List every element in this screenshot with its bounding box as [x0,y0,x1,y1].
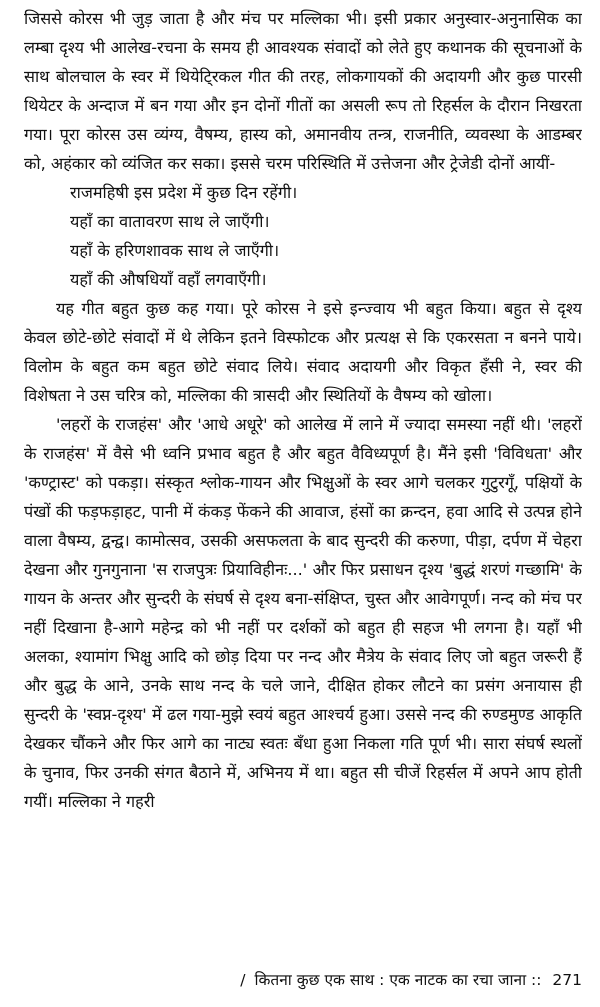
page-footer [222,966,582,994]
paragraph-lahron-ke-rajhans: 'लहरों के राजहंस' और 'आधे अधूरे' को आलेख में लाने में ज्यादा समस्या नहीं थी। 'लहरों के राजहंस' में वैसे भी ध्वनि प्रभाव बहुत है और बहुत वैविध्यपूर्ण है। मैंने इसी 'विविधता' और 'कण्ट्रास्ट' को पकड़ा। संस्कृत श्लोक-गायन और भिक्षुओं के स्वर आगे चलकर गुटुरगूँ, पक्षियों के पंखों की फड़फड़ाहट, पानी में कंकड़ फेंकने की आवाज, हंसों का क्रन्दन, हवा आदि से उत्पन्न होने वाला वैषम्य, द्वन्द्व। कामोत्सव, उसकी असफलता के बाद सुन्दरी की करुणा, पीड़ा, दर्पण में चेहरा देखना और गुनगुनाना 'स राजपुत्रः प्रियाविहीनः...' और फिर प्रसाधन दृश्य 'बुद्धं शरणं गच्छामि' के गायन के अन्तर और सुन्दरी के संघर्ष से दृश्य बना-संक्षिप्त, चुस्त और आवेगपूर्ण। नन्द को मंच पर नहीं दिखाना है-आगे महेन्द्र को भी नहीं पर दर्शकों को बहुत ही सहज भी लगना है। यहाँ भी अलका, श्यामांग भिक्षु आदि को छोड़ दिया पर नन्द और मैत्रेय के संवाद लिए जो बहुत जरूरी हैं और बुद्ध के आने, उनके साथ नन्द के चले जाने, दीक्षित होकर लौटने का प्रसंग अनायास ही सुन्दरी के 'स्वप्न-दृश्य' में ढल गया-मुझे स्वयं बहुत आश्चर्य हुआ। उससे नन्द की रुण्डमुण्ड आकृति देखकर चौंकने और फिर आगे का नाट्य स्वतः बँधा हुआ निकला गति पूर्ण भी। सारा संघर्ष स्थलों के चुनाव, फिर उनकी संगत बैठाने में, अभिनय में था। बहुत सी चीजें रिहर्सल में अपने आप होती गयीं। मल्लिका ने गहरी [24,415,582,811]
song-excerpt [24,178,582,294]
page-body [24,4,582,964]
song-line-1: राजमहिषी इस प्रदेश में कुछ दिन रहेंगी। [70,183,298,202]
page-number: 271 [552,971,582,989]
paragraph-song-effect: यह गीत बहुत कुछ कह गया। पूरे कोरस ने इसे इन्ज्वाय भी बहुत किया। बहुत से दृश्य केवल छोटे-छोटे संवादों में थे लेकिन इतने विस्फोटक और प्रत्यक्ष से कि एकरसता न बनने पाये। विलोम के बहुत कम बहुत छोटे संवाद लिये। संवाद अदायगी और विकृत हँसी ने, स्वर की विशेषता ने उस चरित्र को, मल्लिका की त्रासदी और स्थितियों के वैषम्य को खोला। [24,299,582,405]
song-line-3: यहाँ के हरिणशावक साथ ले जाएँगी। [70,241,280,260]
song-line-4: यहाँ की औषधियाँ वहाँ लगवाएँगी। [70,270,267,289]
paragraph-continuation: जिससे कोरस भी जुड़ जाता है और मंच पर मल्लिका भी। इसी प्रकार अनुस्वार-अनुनासिक का लम्बा दृश्य भी आलेख-रचना के समय ही आवश्यक संवादों को लेते हुए कथानक की सूचनाओं के साथ बोलचाल के स्वर में थियेटि्रकल गीत की तरह, लोकगायकों की अदायगी और कुछ पारसी थियेटर के अन्दाज में बन गया और इन दोनों गीतों का असली रूप तो रिहर्सल के दौरान निखरता गया। पूरा कोरस उस व्यंग्य, वैषम्य, हास्य को, अमानवीय तन्त्र, राजनीति, व्यवस्था के आडम्बर को, अहंकार को व्यंजित कर सका। इससे चरम परिस्थिति में उत्तेजना और ट्रेजेडी दोनों आयीं- [24,9,582,173]
footer-mark: / [240,971,246,989]
song-line-2: यहाँ का वातावरण साथ ले जाएँगी। [70,212,270,231]
running-title: कितना कुछ एक साथ : एक नाटक का रचा जाना :: [254,971,542,989]
